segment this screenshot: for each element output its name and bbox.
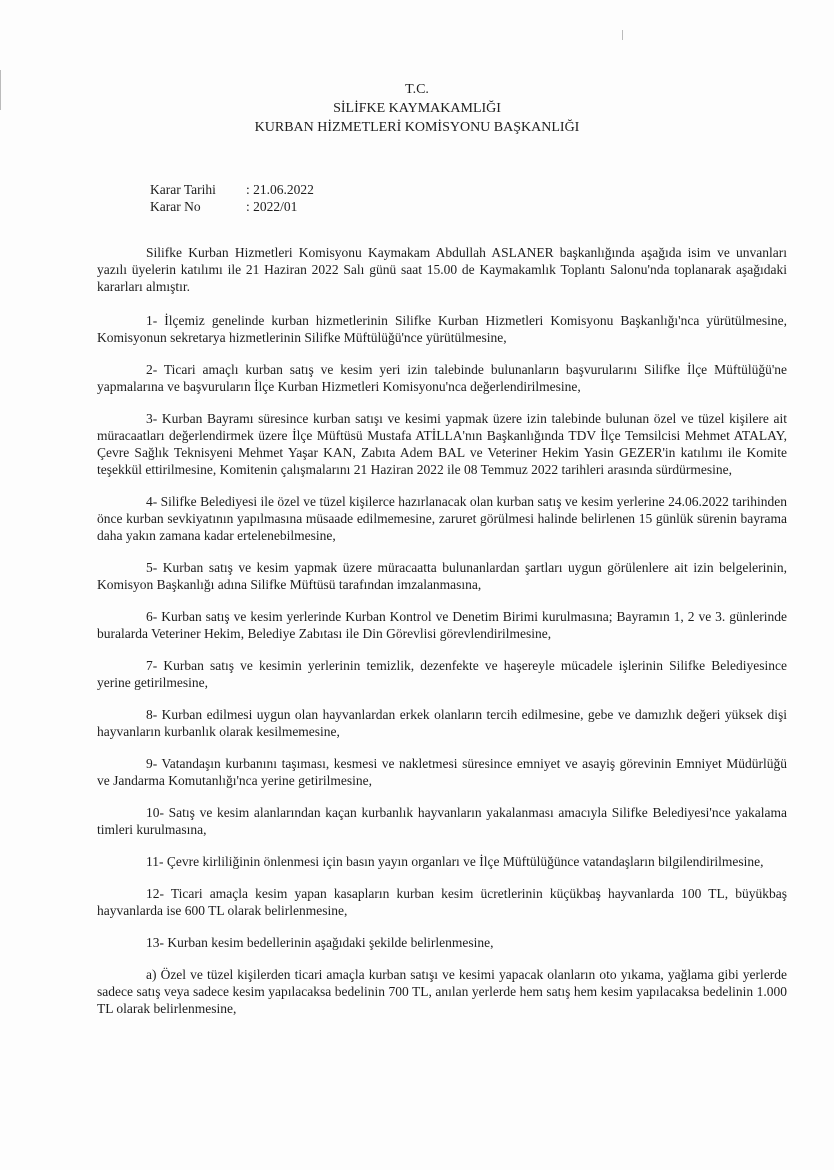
decision-item-8: 8- Kurban edilmesi uygun olan hayvanlardan erkek olanların tercih edilmesine, gebe ve damızlık değeri yüksek dişi hayvanların kurbanlık olarak kesilmemesine, (97, 707, 787, 739)
decision-item-3: 3- Kurban Bayramı süresince kurban satışı ve kesimi yapmak üzere izin talebinde bulunan özel ve tüzel kişilere ait müracaatları değerlendirmek üzere İlçe Müftüsü Mustafa ATİLLA'nın Başkanlığında TDV İlçe Temsilcisi Mehmet ATALAY, Çevre Sağlık Teknisyeni Mehmet Yaşar KAN, Zabıta Adem BAL ve Veteriner Hekim Yasin GEZER'in katılımı ile Komite teşekkül ettirilmesine, Komitenin çalışmalarını 21 Haziran 2022 ile 08 Temmuz 2022 tarihleri arasında sürdürmesine, (97, 411, 787, 477)
decision-meta (150, 181, 314, 215)
header-line-tc: T.C. (405, 82, 429, 97)
decision-item-5: 5- Kurban satış ve kesim yapmak üzere müracaatta bulunanlardan şartları uygun görülenlere ait izin belgelerinin, Komisyon Başkanlığı adına Silifke Müftüsü tarafından imzalanmasına, (97, 560, 787, 592)
decision-no-row (150, 198, 314, 215)
document-header (0, 80, 834, 137)
decision-item-4: 4- Silifke Belediyesi ile özel ve tüzel kişilerce hazırlanacak olan kurban satış ve kesim yerlerine 24.06.2022 tarihinden önce kurban sevkiyatının yapılmasına müsaade edilmemesine, zaruret görülmesi halinde belirlenen 15 günlük sürenin bayrama daha yakın zamana kadar ertelenebilmesine, (97, 494, 787, 543)
header-line-komisyon: KURBAN HİZMETLERİ KOMİSYONU BAŞKANLIĞI (254, 120, 580, 135)
decision-item-11: 11- Çevre kirliliğinin önlenmesi için basın yayın organları ve İlçe Müftülüğünce vatandaşların bilgilendirilmesine, (146, 854, 764, 869)
decision-item-12: 12- Ticari amaçla kesim yapan kasapların kurban kesim ücretlerinin küçükbaş hayvanlarda 100 TL, büyükbaş hayvanlarda ise 600 TL olarak belirlenmesine, (97, 886, 787, 918)
decision-item-13: 13- Kurban kesim bedellerinin aşağıdaki şekilde belirlenmesine, (146, 935, 494, 950)
decision-no-label: Karar No (150, 199, 201, 214)
decision-item-13a: a) Özel ve tüzel kişilerden ticari amaçla kurban satışı ve kesimi yapacak olanların oto yıkama, yağlama gibi yerlerde sadece satış veya sadece kesim yapılacaksa bedelinin 700 TL, anılan yerlerde hem satış hem kesim yapılacaksa bedelinin 1.000 TL olarak belirlenmesine, (97, 967, 787, 1016)
decision-item-2: 2- Ticari amaçlı kurban satış ve kesim yeri izin talebinde bulunanların başvurularını Silifke İlçe Müftülüğü'ne yapmalarına ve başvuruların İlçe Kurban Hizmetleri Komisyonu'nca değerlendirilmesine, (97, 362, 787, 394)
document-body (97, 244, 787, 1034)
intro-paragraph: Silifke Kurban Hizmetleri Komisyonu Kaymakam Abdullah ASLANER başkanlığında aşağıda isim ve unvanları yazılı üyelerin katılımı ile 21 Haziran 2022 Salı günü saat 15.00 de Kaymakamlık Toplantı Salonu'nda toplanarak aşağıdaki kararları almıştır. (97, 245, 787, 294)
scan-dot-mark (622, 30, 623, 40)
decision-date-value: : 21.06.2022 (246, 182, 314, 197)
decision-date-row (150, 181, 314, 198)
decision-item-7: 7- Kurban satış ve kesimin yerlerinin temizlik, dezenfekte ve haşereyle mücadele işlerinin Silifke Belediyesince yerine getirilmesine, (97, 658, 787, 690)
decision-item-6: 6- Kurban satış ve kesim yerlerinde Kurban Kontrol ve Denetim Birimi kurulmasına; Bayramın 1, 2 ve 3. günlerinde buralarda Veteriner Hekim, Belediye Zabıtası ile Din Görevlisi görevlendirilmesine, (97, 609, 787, 641)
decision-item-9: 9- Vatandaşın kurbanını taşıması, kesmesi ve nakletmesi süresince emniyet ve asayiş görevinin Emniyet Müdürlüğü ve Jandarma Komutanlığı'nca yerine getirilmesine, (97, 756, 787, 788)
decision-date-label: Karar Tarihi (150, 182, 216, 197)
decision-item-1: 1- İlçemiz genelinde kurban hizmetlerinin Silifke Kurban Hizmetleri Komisyonu Başkanlığı'nca yürütülmesine, Komisyonun sekretarya hizmetlerinin Silifke Müftülüğü'nce yürütülmesine, (97, 313, 787, 345)
decision-no-value: : 2022/01 (246, 199, 298, 214)
header-line-kaymakamlik: SİLİFKE KAYMAKAMLIĞI (333, 101, 501, 116)
decision-item-10: 10- Satış ve kesim alanlarından kaçan kurbanlık hayvanların yakalanması amacıyla Silifke Belediyesi'nce yakalama timleri kurulmasına, (97, 805, 787, 837)
